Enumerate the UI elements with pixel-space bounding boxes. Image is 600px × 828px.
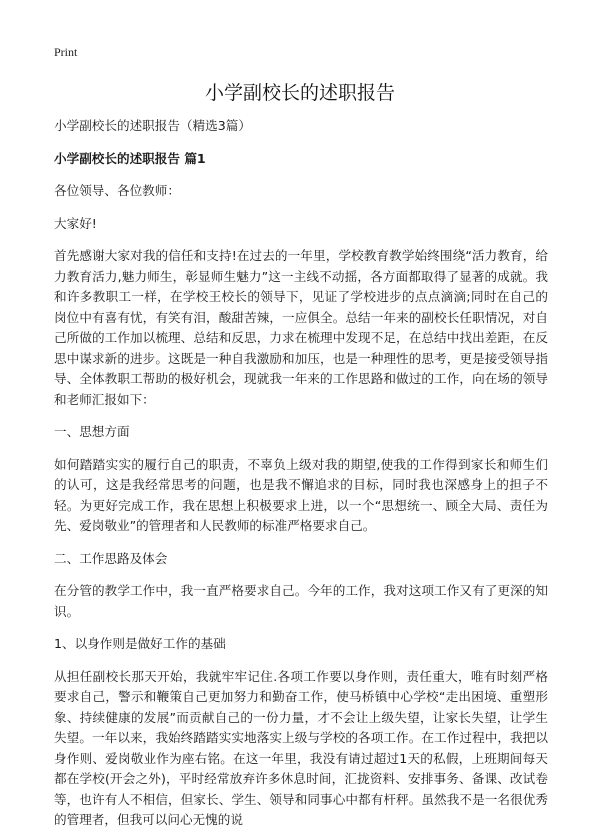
paragraph-thought: 如何踏踏实实的履行自己的职责，不辜负上级对我的期望,使我的工作得到家长和师生们的认可，这是我经常思考的问题，也是我不懈追求的目标，同时我也深感身上的担子不轻。为更好完成工作，我在思想上积极要求上进，以一个“思想统一、顾全大局、责任为先、爱岗敬业”的管理者和人民教师的标准严格要求自己。: [54, 456, 548, 533]
heading-lead-by-example: 1、以身作则是做好工作的基础: [54, 636, 226, 651]
document-subtitle: 小学副校长的述职报告（精选3篇）: [54, 118, 251, 133]
paragraph-intro: 首先感谢大家对我的信任和支持!在过去的一年里，学校教育教学始终围绕“活力教育，给力教育活力,魅力师生，彰显师生魅力”这一主线不动摇，各方面都取得了显著的成就。我和许多教职工一样，在学校王校长的领导下，见证了学校进步的点点滴滴;同时在自己的岗位中有喜有忧，有笑有泪，酸甜苦辣，一应俱全。总结一年来的副校长任职情况，对自己所做的工作加以梳理、总结和反思，力求在梳理中发现不足，在总结中找出差距，在反思中谋求新的进步。这既是一种自我激励和加压，也是一种理性的思考，更是接受领导指导、全体教职工帮助的极好机会，现就我一年来的工作思路和做过的工作，向在场的领导和老师汇报如下：: [54, 248, 548, 407]
paragraph-lead-by-example: 从担任副校长那天开始，我就牢牢记住.各项工作要以身作则，责任重大，唯有时刻严格要求自己，警示和鞭策自己更加努力和勤奋工作，使马桥镇中心学校“走出困境、重塑形象、持续健康的发展”而贡献自己的一份力量，才不会让上级失望，让家长失望，让学生失望。一年以来，我始终踏踏实实地落实上级与学校的各项工作。在工作过程中，我把以身作则、爱岗敬业作为座右铭。在这一年里，我没有请过超过1天的私假，上班期间每天都在学校(开会之外)，平时经常放弃许多休息时间，汇拢资料、安排事务、备课、改试卷等，也许有人不相信，但家长、学生、领导和同事心中都有杆秤。虽然我不是一名很优秀的管理者，但我可以问心无愧的说: [54, 668, 548, 827]
greeting: 大家好!: [54, 215, 97, 231]
salutation: 各位领导、各位教师：: [54, 183, 180, 198]
heading-work-approach: 二、工作思路及体会: [54, 550, 168, 566]
heading-thought: 一、思想方面: [54, 424, 130, 439]
print-label[interactable]: Print: [54, 45, 78, 59]
paragraph-work-approach: 在分管的教学工作中，我一直严格要求自己。今年的工作，我对这项工作又有了更深的知识。: [54, 583, 548, 619]
document-title: 小学副校长的述职报告: [204, 82, 395, 104]
section-heading: 小学副校长的述职报告 篇1: [54, 150, 206, 166]
document-body: [54, 116, 548, 828]
